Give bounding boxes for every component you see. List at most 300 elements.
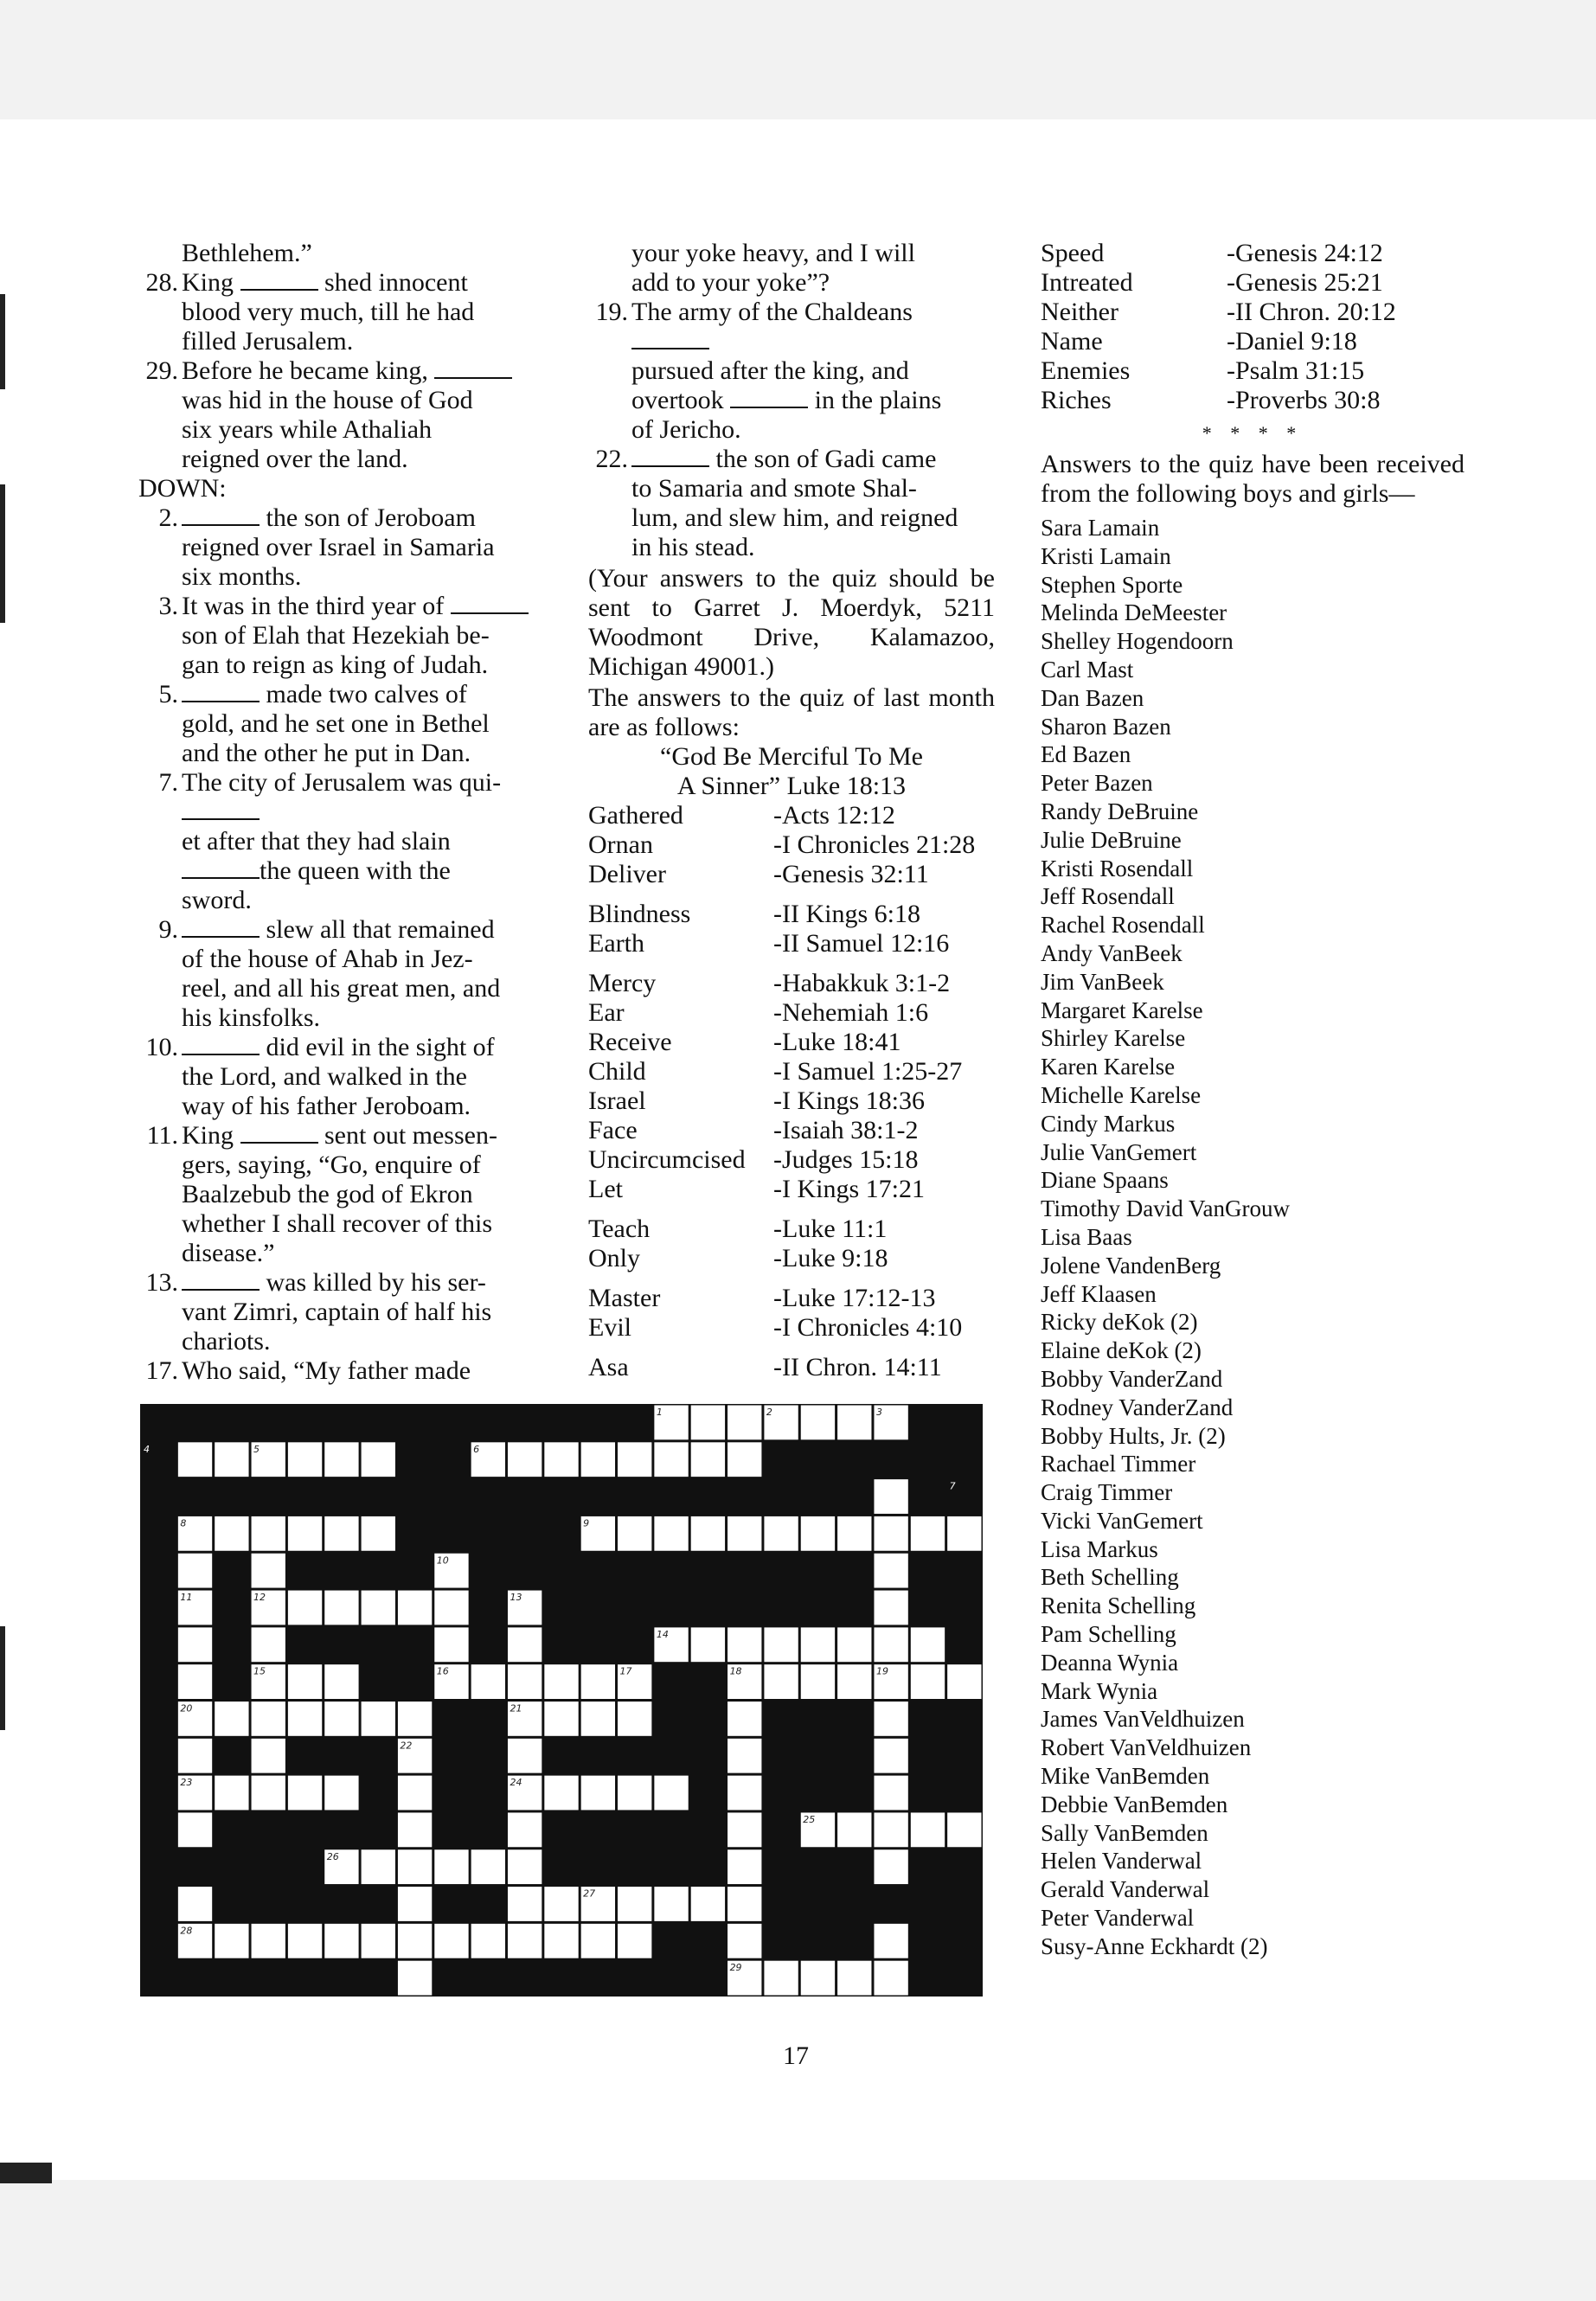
crossword-clue-number: 16	[436, 1665, 449, 1677]
crossword-cell	[764, 1664, 798, 1699]
crossword-cell	[398, 1887, 432, 1921]
clue-continuation-line: your yoke heavy, and I will	[631, 239, 915, 267]
crossword-cell	[837, 1664, 871, 1699]
crossword-cell	[324, 1776, 358, 1811]
clue-line: way of his father Jeroboam.	[182, 1092, 471, 1120]
answer-reference: -Psalm 31:15	[1227, 356, 1365, 385]
crossword-cell	[801, 1961, 835, 1996]
clue-line: of Jericho.	[631, 415, 741, 444]
crossword-cell	[178, 1554, 212, 1588]
crossword-cell	[362, 1442, 395, 1477]
crossword-grid	[140, 1404, 983, 1997]
crossword-clue-number: 17	[619, 1665, 632, 1677]
crossword-cell	[471, 1664, 505, 1699]
clue-number: 9.	[158, 915, 178, 944]
clue-line: of the house of Ahab in Jez-	[182, 945, 473, 973]
crossword-cell	[544, 1924, 578, 1958]
answer-word: Deliver	[588, 860, 666, 888]
crossword-clue-number: 1	[656, 1407, 663, 1418]
clue	[588, 445, 995, 562]
crossword-cell	[727, 1627, 761, 1662]
answers-table-continued	[1041, 239, 1396, 415]
crossword-cell	[837, 1961, 871, 1996]
answer-reference: -I Samuel 1:25-27	[773, 1057, 963, 1086]
answer-row	[588, 801, 975, 830]
crossword-cell	[508, 1664, 542, 1699]
crossword-cell	[654, 1516, 688, 1551]
clue-line: overtook in the plains	[631, 386, 942, 414]
crossword-clue-number: 9	[583, 1517, 590, 1529]
clue-first-line: the son of Gadi came	[631, 445, 995, 474]
crossword-cell	[874, 1702, 907, 1736]
clue-line: the queen with the	[182, 856, 545, 886]
respondent-name: Jeff Rosendall	[1041, 883, 1175, 910]
crossword-cell	[874, 1924, 907, 1958]
crossword-cell	[508, 1887, 542, 1921]
answer-word: Ear	[588, 998, 625, 1027]
answer-blank	[182, 858, 260, 879]
crossword-cell	[618, 1776, 651, 1811]
answer-reference: -I Chronicles 21:28	[773, 830, 976, 859]
received-intro: Answers to the quiz have been received from the following boys and girls—	[1041, 450, 1465, 508]
crossword-clue-number: 10	[436, 1554, 449, 1567]
answer-row	[1041, 268, 1396, 298]
crossword-cell	[398, 1849, 432, 1884]
clue-number: 3.	[158, 592, 178, 620]
crossword-cell	[434, 1924, 468, 1958]
clue-line: gan to reign as king of Judah.	[182, 651, 489, 679]
clue-line: the Lord, and walked in the	[182, 1062, 467, 1091]
respondent-name: Karen Karelse	[1041, 1054, 1176, 1080]
crossword-clue-number: 7	[949, 1480, 956, 1492]
clue-line: pursued after the king, and	[631, 356, 909, 385]
answer-row	[1041, 327, 1396, 356]
clue-line: reigned over the land.	[182, 445, 408, 473]
clue	[138, 592, 545, 680]
crossword-cell	[837, 1516, 871, 1551]
clue-first-line: The army of the Chaldeans	[631, 298, 995, 356]
crossword-cell	[727, 1702, 761, 1736]
crossword-cell	[362, 1516, 395, 1551]
crossword-cell	[252, 1516, 285, 1551]
clue	[138, 680, 545, 768]
respondent-name: Gerald Vanderwal	[1041, 1876, 1210, 1903]
crossword-cell	[874, 1554, 907, 1588]
respondent-name: Sharon Bazen	[1041, 713, 1171, 740]
answer-reference: -Habakkuk 3:1-2	[773, 969, 951, 997]
clue-number: 11.	[146, 1121, 178, 1150]
crossword-cell	[911, 1627, 945, 1662]
answer-word: Let	[588, 1175, 623, 1203]
answer-word: Neither	[1041, 298, 1118, 326]
respondent-name: Melinda DeMeester	[1041, 599, 1227, 626]
down-clues-list	[588, 298, 995, 562]
clue	[138, 1033, 545, 1121]
crossword-cell	[764, 1516, 798, 1551]
crossword-clue-number: 23	[180, 1777, 193, 1789]
respondent-name: Lisa Markus	[1041, 1535, 1158, 1562]
crossword-cell	[508, 1849, 542, 1884]
respondent-name: Randy DeBruine	[1041, 798, 1199, 824]
answer-reference: -II Chron. 14:11	[773, 1353, 942, 1381]
crossword-cell	[727, 1849, 761, 1884]
answer-reference: -Acts 12:12	[773, 801, 895, 830]
respondent-name: Rodney VanderZand	[1041, 1394, 1234, 1420]
crossword-cell	[398, 1702, 432, 1736]
answer-row	[1041, 356, 1396, 386]
crossword-clue-number: 11	[180, 1592, 193, 1604]
respondent-name: Rachael Timmer	[1041, 1451, 1196, 1477]
crossword-clue-number: 25	[803, 1813, 816, 1825]
answer-reference: -Genesis 24:12	[1227, 239, 1383, 267]
crossword-cell	[874, 1479, 907, 1514]
crossword-cell	[324, 1442, 358, 1477]
answer-row	[588, 1145, 975, 1175]
crossword-cell	[178, 1887, 212, 1921]
answer-word: Intreated	[1041, 268, 1133, 297]
crossword-cell	[178, 1812, 212, 1847]
crossword-cell	[544, 1887, 578, 1921]
crossword-cell	[618, 1924, 651, 1958]
crossword-cell	[398, 1961, 432, 1996]
crossword-clue-number: 3	[875, 1407, 882, 1418]
answer-reference: -II Chron. 20:12	[1227, 298, 1396, 326]
answer-row	[588, 889, 975, 929]
answer-reference: -I Chronicles 4:10	[773, 1313, 963, 1342]
crossword-cell	[508, 1627, 542, 1662]
answer-row	[588, 1313, 975, 1343]
crossword-cell	[947, 1812, 981, 1847]
quiz-title-line: “God Be Merciful To Me	[660, 742, 923, 771]
respondent-name: Mike VanBemden	[1041, 1763, 1210, 1790]
answer-row	[588, 1244, 975, 1273]
clue-line: et after that they had slain	[182, 827, 451, 856]
answer-word: Child	[588, 1057, 646, 1086]
clue-line: in his stead.	[631, 533, 755, 561]
clue-continuation: Bethlehem.”	[182, 239, 312, 267]
clue-number: 2.	[158, 503, 178, 532]
crossword-cell	[727, 1442, 761, 1477]
send-answers-note: (Your answers to the quiz should be sent to Garret J. Moerdyk, 5211 Woodmont Drive, Kalamazoo, Michigan 49001.)	[588, 564, 995, 681]
crossword-cell	[764, 1961, 798, 1996]
respondent-name: Jim VanBeek	[1041, 968, 1164, 995]
answer-row	[588, 929, 975, 958]
crossword-cell	[398, 1812, 432, 1847]
crossword-cell	[252, 1627, 285, 1662]
clue	[138, 1268, 545, 1356]
binding-edge-mark	[0, 1626, 5, 1730]
crossword-cell	[581, 1664, 615, 1699]
respondent-name: Lisa Baas	[1041, 1223, 1132, 1250]
respondent-name: Jeff Klaasen	[1041, 1280, 1157, 1307]
clue-line: six months.	[182, 562, 302, 591]
crossword-cell	[508, 1812, 542, 1847]
respondent-name: Dan Bazen	[1041, 684, 1144, 711]
crossword-cell	[252, 1776, 285, 1811]
answer-blank	[182, 505, 260, 526]
answer-blank	[182, 917, 260, 938]
crossword-cell	[691, 1442, 725, 1477]
respondent-name: Vicki VanGemert	[1041, 1507, 1203, 1534]
crossword-cell	[581, 1442, 615, 1477]
crossword-cell	[911, 1812, 945, 1847]
respondent-name: Susy-Anne Eckhardt (2)	[1041, 1932, 1268, 1959]
clue-line: was hid in the house of God	[182, 386, 473, 414]
clue-line: chariots.	[182, 1327, 271, 1356]
crossword-clue-number: 21	[510, 1702, 522, 1715]
respondent-name: Michelle Karelse	[1041, 1081, 1202, 1108]
crossword-cell	[874, 1516, 907, 1551]
clue-first-line: King sent out messen-	[182, 1121, 497, 1150]
crossword-cell	[837, 1812, 871, 1847]
crossword-cell	[911, 1664, 945, 1699]
clue-line: Baalzebub the god of Ekron	[182, 1180, 473, 1208]
crossword-cell	[508, 1442, 542, 1477]
crossword-cell	[434, 1627, 468, 1662]
crossword-cell	[324, 1516, 358, 1551]
crossword-cell	[288, 1702, 322, 1736]
crossword-cell	[837, 1627, 871, 1662]
crossword-cell	[324, 1591, 358, 1625]
clue-number: 29.	[145, 356, 178, 385]
crossword-cell	[691, 1627, 725, 1662]
clue-first-line: did evil in the sight of	[182, 1033, 545, 1062]
crossword-cell	[618, 1516, 651, 1551]
answer-word: Earth	[588, 929, 644, 958]
clue-number: 19.	[595, 298, 628, 326]
clue-line: vant Zimri, captain of half his	[182, 1298, 492, 1326]
respondent-name: Sally VanBemden	[1041, 1819, 1208, 1846]
respondent-name: Pam Schelling	[1041, 1621, 1176, 1648]
column-answers-right	[1041, 239, 1465, 1961]
clue-number: 13.	[145, 1268, 178, 1297]
crossword-cell	[252, 1924, 285, 1958]
scan-bottom-margin	[0, 2180, 1596, 2301]
clue-number: 10.	[145, 1033, 178, 1061]
clue	[138, 768, 545, 915]
crossword-cell	[362, 1702, 395, 1736]
clue-first-line: It was in the third year of	[182, 592, 545, 621]
crossword-cell	[434, 1591, 468, 1625]
across-clues-list	[138, 268, 545, 474]
answer-blank	[730, 388, 808, 408]
crossword-cell	[801, 1664, 835, 1699]
clue-line: sword.	[182, 886, 252, 914]
crossword-cell	[618, 1702, 651, 1736]
respondent-name: Julie VanGemert	[1041, 1138, 1197, 1165]
answer-row	[588, 1343, 975, 1382]
respondent-name: Rachel Rosendall	[1041, 912, 1205, 939]
crossword-clue-number: 4	[144, 1443, 150, 1455]
clue-first-line: made two calves of	[182, 680, 545, 709]
clue-first-line: Who said, “My father made	[182, 1356, 545, 1415]
respondent-name: Carl Mast	[1041, 656, 1134, 683]
crossword-cell	[727, 1924, 761, 1958]
crossword-cell	[947, 1516, 981, 1551]
respondent-name: Timothy David VanGrouw	[1041, 1195, 1291, 1222]
crossword-cell	[508, 1739, 542, 1773]
crossword-cell	[691, 1887, 725, 1921]
respondent-name: Elaine deKok (2)	[1041, 1337, 1202, 1364]
respondent-name: Ed Bazen	[1041, 741, 1131, 768]
answer-word: Mercy	[588, 969, 657, 997]
crossword-clue-number: 2	[766, 1407, 772, 1418]
answer-blank	[240, 1123, 318, 1144]
answer-word: Blindness	[588, 900, 691, 928]
answer-row	[588, 860, 975, 889]
crossword-cell	[727, 1516, 761, 1551]
clue-number: 17.	[145, 1356, 178, 1385]
crossword-clue-number: 24	[510, 1777, 522, 1789]
crossword-clue-number: 14	[656, 1628, 669, 1640]
answer-row	[588, 1204, 975, 1244]
scan-top-margin	[0, 0, 1596, 119]
answer-reference: -Nehemiah 1:6	[773, 998, 929, 1027]
respondent-name: Kristi Lamain	[1041, 542, 1171, 569]
crossword-cell	[178, 1739, 212, 1773]
crossword-cell	[947, 1664, 981, 1699]
respondent-name: Peter Bazen	[1041, 770, 1153, 797]
crossword-cell	[362, 1924, 395, 1958]
crossword-clue-number: 19	[875, 1665, 888, 1677]
crossword-clue-number: 18	[729, 1665, 742, 1677]
answer-blank	[451, 593, 529, 614]
clue-line: and the other he put in Dan.	[182, 739, 471, 767]
answer-blank	[182, 1035, 260, 1055]
answer-word: Evil	[588, 1313, 631, 1342]
answer-reference: -Proverbs 30:8	[1227, 386, 1381, 414]
respondent-name: James VanVeldhuizen	[1041, 1706, 1245, 1733]
crossword-cell	[398, 1591, 432, 1625]
crossword-cell	[288, 1516, 322, 1551]
clue-first-line: was killed by his ser-	[182, 1268, 545, 1298]
quiz-title-line: A Sinner” Luke 18:13	[676, 772, 907, 800]
answer-reference: -Luke 17:12-13	[773, 1284, 936, 1312]
clue	[138, 1121, 545, 1268]
respondent-name: Robert VanVeldhuizen	[1041, 1734, 1252, 1761]
column-clues-middle	[588, 239, 995, 1382]
crossword-clue-number: 13	[510, 1592, 522, 1604]
respondent-name: Ricky deKok (2)	[1041, 1309, 1198, 1336]
crossword-cell	[471, 1924, 505, 1958]
crossword-cell	[215, 1776, 248, 1811]
answer-reference: -Luke 9:18	[773, 1244, 888, 1272]
crossword-clue-number: 5	[253, 1443, 260, 1455]
crossword-cell	[727, 1887, 761, 1921]
crossword-cell	[544, 1442, 578, 1477]
respondent-name: Margaret Karelse	[1041, 997, 1203, 1023]
crossword-cell	[178, 1664, 212, 1699]
respondent-name: Deanna Wynia	[1041, 1649, 1179, 1676]
answer-blank	[631, 329, 709, 349]
clue-line: lum, and slew him, and reigned	[631, 503, 958, 532]
answer-word: Face	[588, 1116, 638, 1144]
crossword-cell	[288, 1776, 322, 1811]
clue-first-line: King shed innocent	[182, 268, 468, 297]
clue-first-line: Before he became king,	[182, 356, 545, 386]
clue	[138, 356, 545, 474]
answer-word: Asa	[588, 1353, 629, 1381]
crossword-cell	[178, 1627, 212, 1662]
crossword-cell	[801, 1516, 835, 1551]
crossword-cell	[288, 1664, 322, 1699]
clue-line: reigned over Israel in Samaria	[182, 533, 495, 561]
crossword-cell	[764, 1627, 798, 1662]
respondent-name: Kristi Rosendall	[1041, 855, 1194, 881]
respondent-name: Peter Vanderwal	[1041, 1905, 1195, 1932]
answer-row	[588, 1086, 975, 1116]
answer-row	[588, 1175, 975, 1204]
crossword-clue-number: 29	[729, 1962, 742, 1974]
respondent-name: Bobby VanderZand	[1041, 1365, 1223, 1392]
answer-reference: -I Kings 17:21	[773, 1175, 925, 1203]
binding-edge-mark	[0, 484, 5, 623]
answer-row	[1041, 239, 1396, 268]
clue-number: 28.	[145, 268, 178, 297]
clue-first-line: slew all that remained	[182, 915, 545, 945]
crossword-cell	[252, 1702, 285, 1736]
answer-row	[1041, 298, 1396, 327]
crossword-cell	[654, 1776, 688, 1811]
answer-blank	[240, 270, 318, 291]
respondent-names-list	[1041, 514, 1465, 1961]
clue-first-line: The city of Jerusalem was qui-	[182, 768, 545, 827]
crossword-cell	[727, 1406, 761, 1440]
section-divider-stars: * * * *	[1202, 422, 1304, 444]
answer-row	[588, 1273, 975, 1313]
answer-word: Ornan	[588, 830, 653, 859]
crossword-clue-number: 26	[326, 1850, 339, 1862]
crossword-cell	[874, 1591, 907, 1625]
respondent-name: Renita Schelling	[1041, 1593, 1196, 1619]
crossword-cell	[398, 1924, 432, 1958]
crossword-cell	[215, 1516, 248, 1551]
respondent-name: Shelley Hogendoorn	[1041, 628, 1234, 655]
clue-continuation-line: add to your yoke”?	[631, 268, 830, 297]
answer-word: Riches	[1041, 386, 1112, 414]
crossword-cell	[691, 1516, 725, 1551]
crossword-cell	[215, 1924, 248, 1958]
crossword-clue-number: 15	[253, 1665, 266, 1677]
respondent-name: Debbie VanBemden	[1041, 1791, 1228, 1817]
respondent-name: Stephen Sporte	[1041, 571, 1183, 598]
answer-reference: -Judges 15:18	[773, 1145, 919, 1174]
crossword-cell	[801, 1406, 835, 1440]
answer-blank	[182, 1270, 260, 1291]
answer-reference: -II Samuel 12:16	[773, 929, 950, 958]
crossword-cell	[288, 1442, 322, 1477]
respondent-name: Sara Lamain	[1041, 515, 1160, 541]
crossword-cell	[544, 1776, 578, 1811]
answer-word: Israel	[588, 1086, 646, 1115]
answer-blank	[631, 446, 709, 467]
answer-row	[588, 1057, 975, 1086]
crossword-cell	[288, 1924, 322, 1958]
crossword-clue-number: 28	[180, 1925, 193, 1937]
answer-reference: -Genesis 25:21	[1227, 268, 1383, 297]
answer-row	[588, 830, 975, 860]
clue-line: disease.”	[182, 1239, 275, 1267]
answer-row	[588, 998, 975, 1028]
respondent-name: Helen Vanderwal	[1041, 1848, 1202, 1875]
crossword-cell	[874, 1776, 907, 1811]
answer-reference: -I Kings 18:36	[773, 1086, 925, 1115]
respondent-name: Cindy Markus	[1041, 1110, 1176, 1137]
answer-reference: -Luke 11:1	[773, 1215, 888, 1243]
answer-row	[588, 1116, 975, 1145]
crossword-clue-number: 20	[180, 1702, 193, 1715]
crossword-cell	[544, 1702, 578, 1736]
